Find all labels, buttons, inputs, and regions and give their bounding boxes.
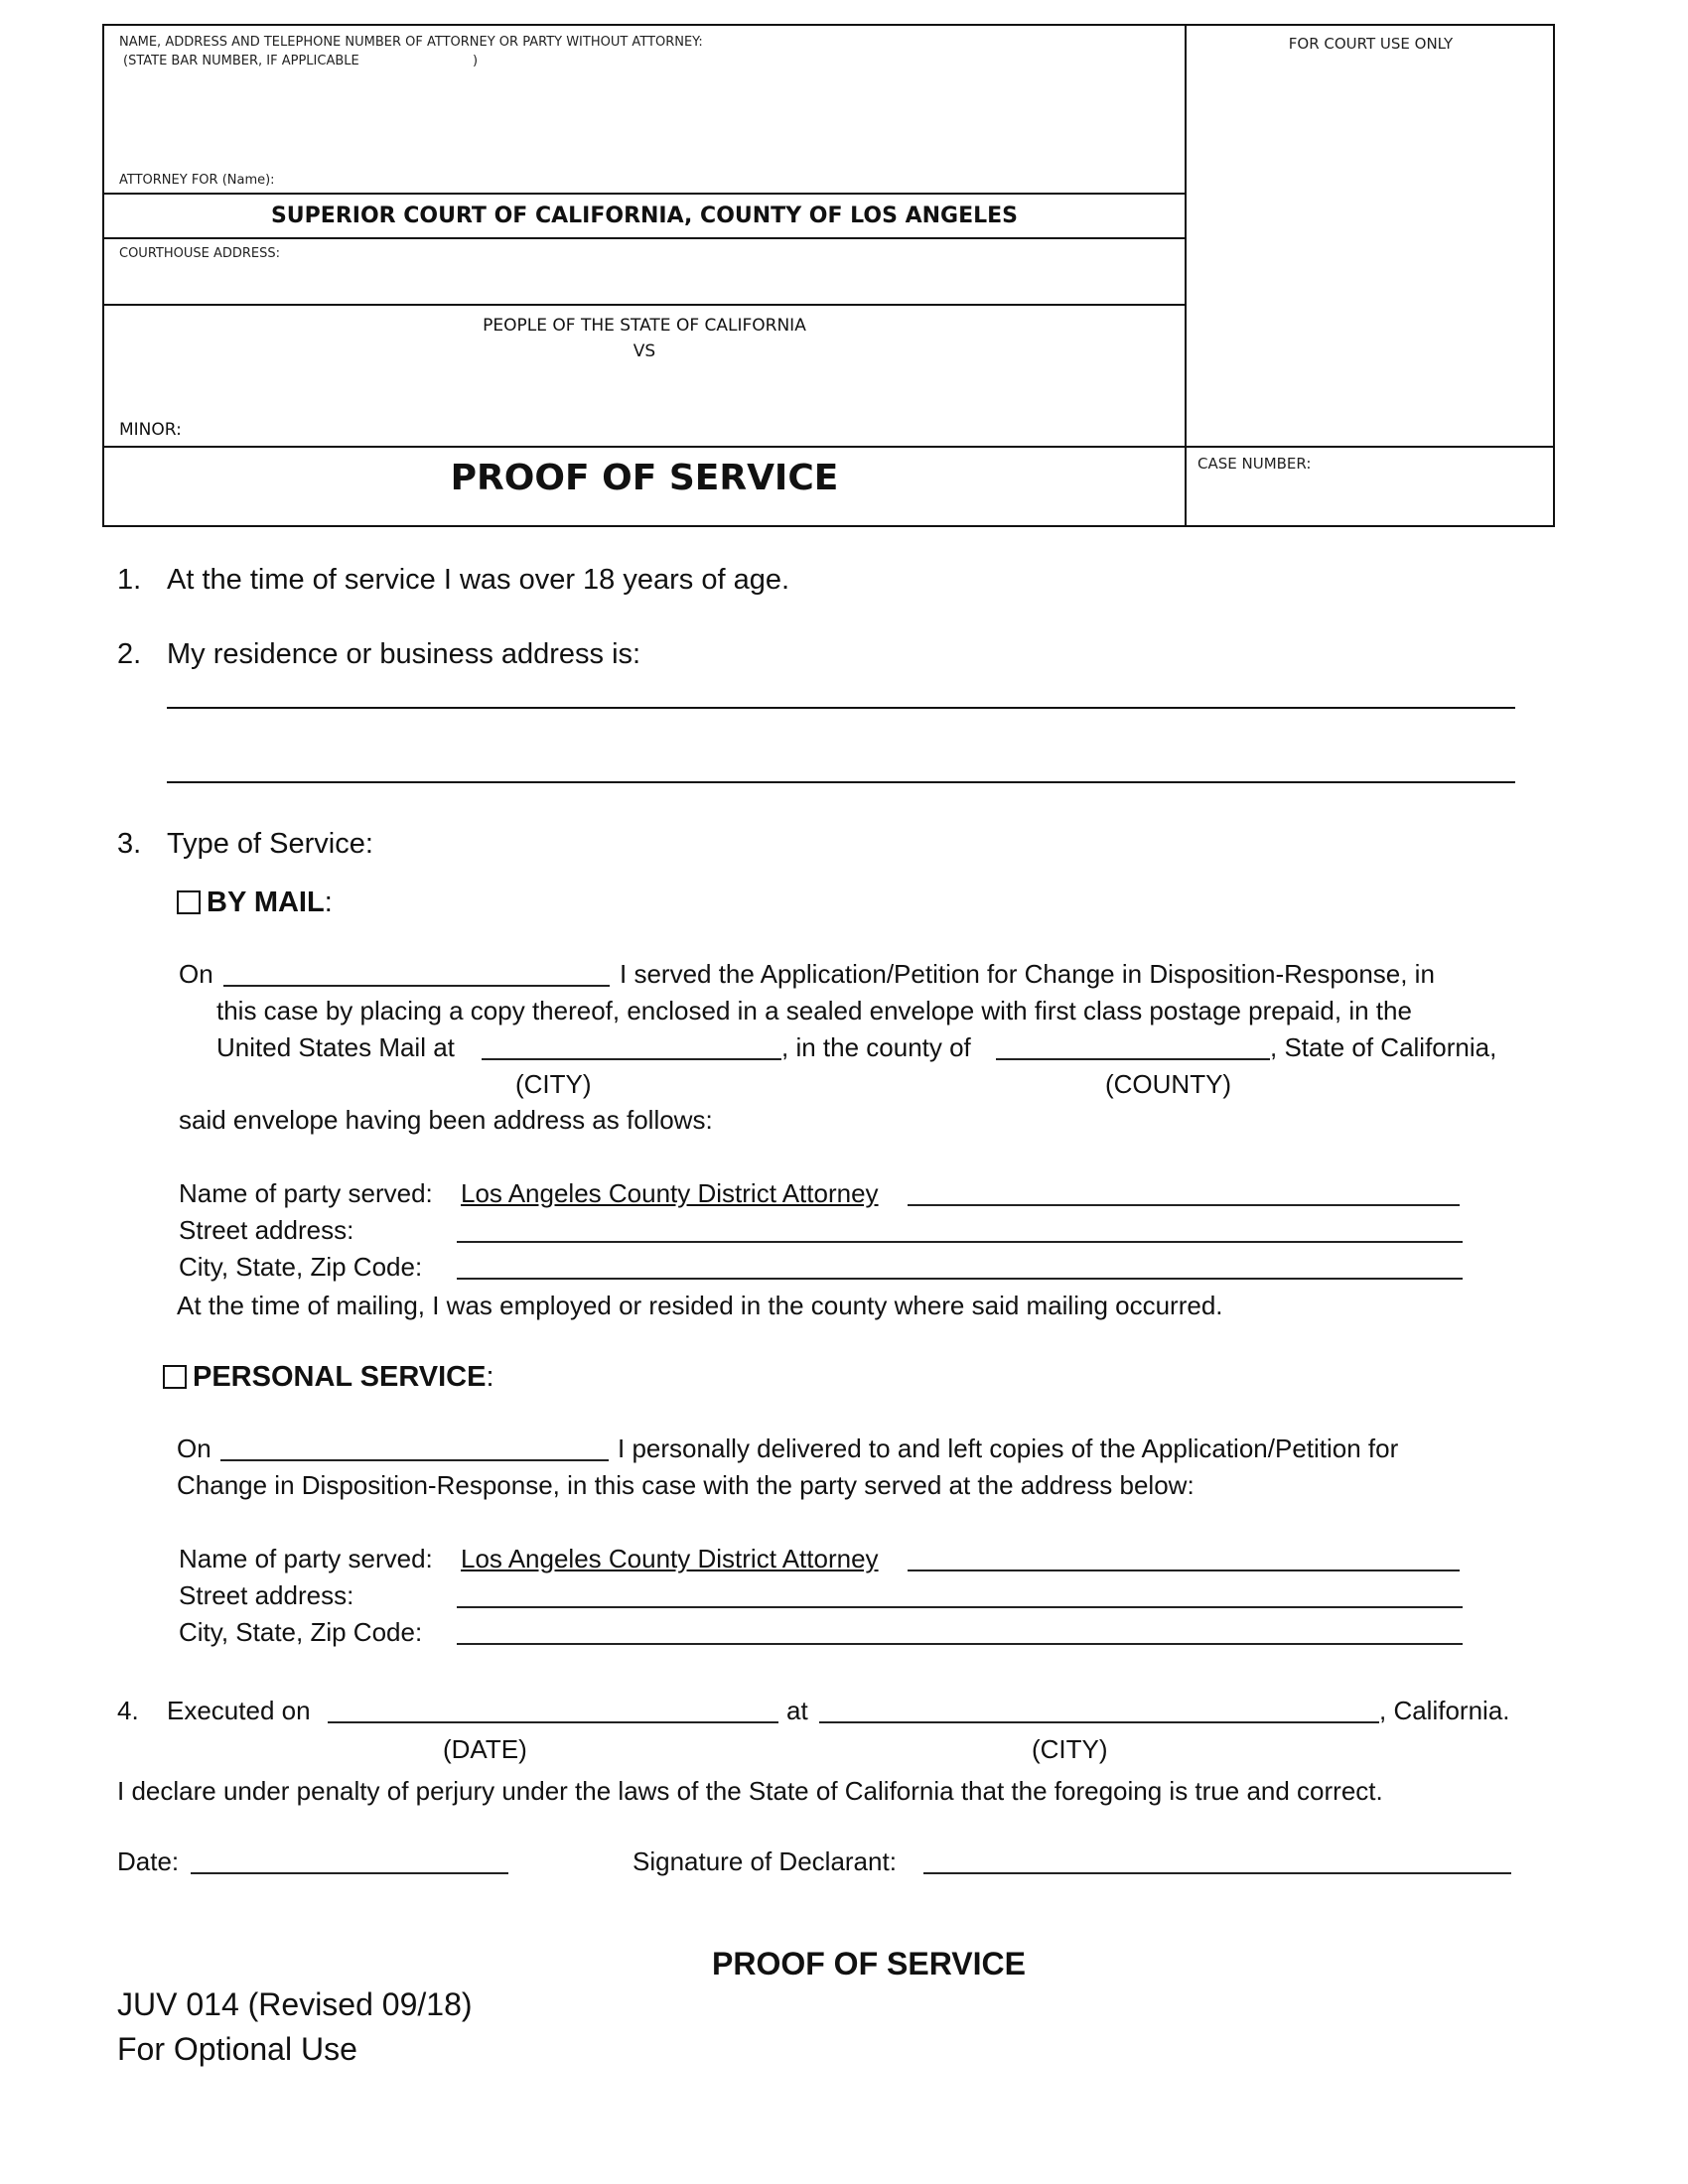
case-number-label: CASE NUMBER: <box>1197 455 1312 473</box>
mail-street-line[interactable] <box>457 1241 1463 1243</box>
mail-party-label: Name of party served: <box>179 1178 433 1208</box>
rule <box>104 446 1555 448</box>
bar-number-label: (STATE BAR NUMBER, IF APPLICABLE <box>123 54 359 68</box>
executed-state-label: , California. <box>1379 1696 1510 1725</box>
mail-county-label: , in the county of <box>781 1032 971 1062</box>
by-mail-option[interactable] <box>177 887 333 919</box>
executed-date-caption: (DATE) <box>443 1734 527 1764</box>
mail-city-state-line[interactable] <box>457 1278 1463 1280</box>
case-number-field[interactable] <box>1187 478 1555 527</box>
rule <box>104 237 1185 239</box>
item-1-text: At the time of service I was over 18 years of age. <box>167 564 790 596</box>
court-name: SUPERIOR COURT OF CALIFORNIA, COUNTY OF LOS ANGELES <box>270 204 1019 228</box>
personal-delivered-text: I personally delivered to and left copies of the Application/Petition for <box>618 1433 1399 1463</box>
minor-label: MINOR: <box>119 420 182 440</box>
form-title: PROOF OF SERVICE <box>450 458 839 498</box>
personal-service-colon: : <box>486 1361 494 1393</box>
mail-date-line[interactable] <box>223 985 610 987</box>
personal-street-line[interactable] <box>457 1606 1463 1608</box>
mail-note: At the time of mailing, I was employed or resided in the county where said mailing occurred. <box>177 1291 1223 1320</box>
executed-city-line[interactable] <box>819 1721 1379 1723</box>
personal-service-label: PERSONAL SERVICE <box>193 1361 487 1393</box>
by-mail-label: BY MAIL <box>207 887 325 918</box>
address-line-2[interactable] <box>167 781 1515 783</box>
attorney-for-label: ATTORNEY FOR (Name): <box>119 173 275 188</box>
personal-case-text: Change in Disposition-Response, in this case with the party served at the address below: <box>177 1470 1195 1500</box>
bar-number-close: ) <box>473 54 479 68</box>
personal-on-label: On <box>177 1433 211 1463</box>
mail-city-line[interactable] <box>482 1058 781 1060</box>
date-label: Date: <box>117 1846 180 1876</box>
executed-date-line[interactable] <box>328 1721 778 1723</box>
by-mail-checkbox[interactable] <box>177 890 201 914</box>
attorney-info-field[interactable] <box>104 73 1183 189</box>
signature-line[interactable] <box>923 1872 1511 1874</box>
signature-label: Signature of Declarant: <box>633 1846 897 1876</box>
mail-envelope-text: said envelope having been address as follows: <box>179 1105 713 1135</box>
mail-us-mail-label: United States Mail at <box>216 1032 455 1062</box>
attorney-label: NAME, ADDRESS AND TELEPHONE NUMBER OF ATTORNEY OR PARTY WITHOUT ATTORNEY: <box>119 35 703 50</box>
personal-party-value[interactable]: Los Angeles County District Attorney <box>461 1544 879 1573</box>
personal-service-checkbox[interactable] <box>163 1365 187 1389</box>
mail-city-caption: (CITY) <box>515 1069 592 1099</box>
caption-box <box>102 24 1555 527</box>
item-2-text: My residence or business address is: <box>167 638 641 670</box>
personal-city-state-label: City, State, Zip Code: <box>179 1617 423 1647</box>
courthouse-address-label: COURTHOUSE ADDRESS: <box>119 246 281 261</box>
item-3-number: 3. <box>117 828 142 860</box>
personal-street-label: Street address: <box>179 1580 354 1610</box>
optional-use-label: For Optional Use <box>117 2031 357 2067</box>
mail-street-label: Street address: <box>179 1215 354 1245</box>
footer-title: PROOF OF SERVICE <box>712 1946 1026 1981</box>
people-label: PEOPLE OF THE STATE OF CALIFORNIA <box>483 316 806 336</box>
mail-served-text: I served the Application/Petition for Change in Disposition-Response, in <box>620 959 1435 989</box>
mail-city-state-label: City, State, Zip Code: <box>179 1252 423 1282</box>
mail-state-label: , State of California, <box>1270 1032 1497 1062</box>
address-line-1[interactable] <box>167 707 1515 709</box>
caption-divider <box>1185 26 1187 527</box>
minor-field[interactable] <box>104 368 1183 418</box>
courthouse-address-field[interactable] <box>104 264 1183 302</box>
personal-date-line[interactable] <box>220 1459 609 1461</box>
personal-party-line[interactable] <box>908 1570 1460 1571</box>
mail-placement-text: this case by placing a copy thereof, enclosed in a sealed envelope with first class postage prepaid, in the <box>216 996 1412 1025</box>
mail-county-caption: (COUNTY) <box>1105 1069 1232 1099</box>
personal-service-option[interactable] <box>163 1361 494 1394</box>
court-use-label: FOR COURT USE ONLY <box>1288 35 1454 53</box>
mail-party-value[interactable]: Los Angeles County District Attorney <box>461 1178 879 1208</box>
item-3-text: Type of Service: <box>167 828 373 860</box>
vs-label: VS <box>633 341 656 361</box>
executed-at-label: at <box>786 1696 808 1725</box>
mail-on-label: On <box>179 959 213 989</box>
declaration-text: I declare under penalty of perjury under the laws of the State of California that the foregoing is true and correct. <box>117 1776 1383 1806</box>
form-id: JUV 014 (Revised 09/18) <box>117 1986 473 2022</box>
mail-party-line[interactable] <box>908 1204 1460 1206</box>
item-4-number: 4. <box>117 1696 139 1725</box>
item-1-number: 1. <box>117 564 142 596</box>
personal-city-state-line[interactable] <box>457 1643 1463 1645</box>
by-mail-colon: : <box>324 887 333 918</box>
date-line[interactable] <box>191 1872 508 1874</box>
item-2-number: 2. <box>117 638 142 670</box>
rule <box>104 304 1185 306</box>
executed-city-caption: (CITY) <box>1032 1734 1108 1764</box>
personal-party-label: Name of party served: <box>179 1544 433 1573</box>
executed-on-label: Executed on <box>167 1696 311 1725</box>
rule <box>104 193 1185 195</box>
mail-county-line[interactable] <box>996 1058 1270 1060</box>
